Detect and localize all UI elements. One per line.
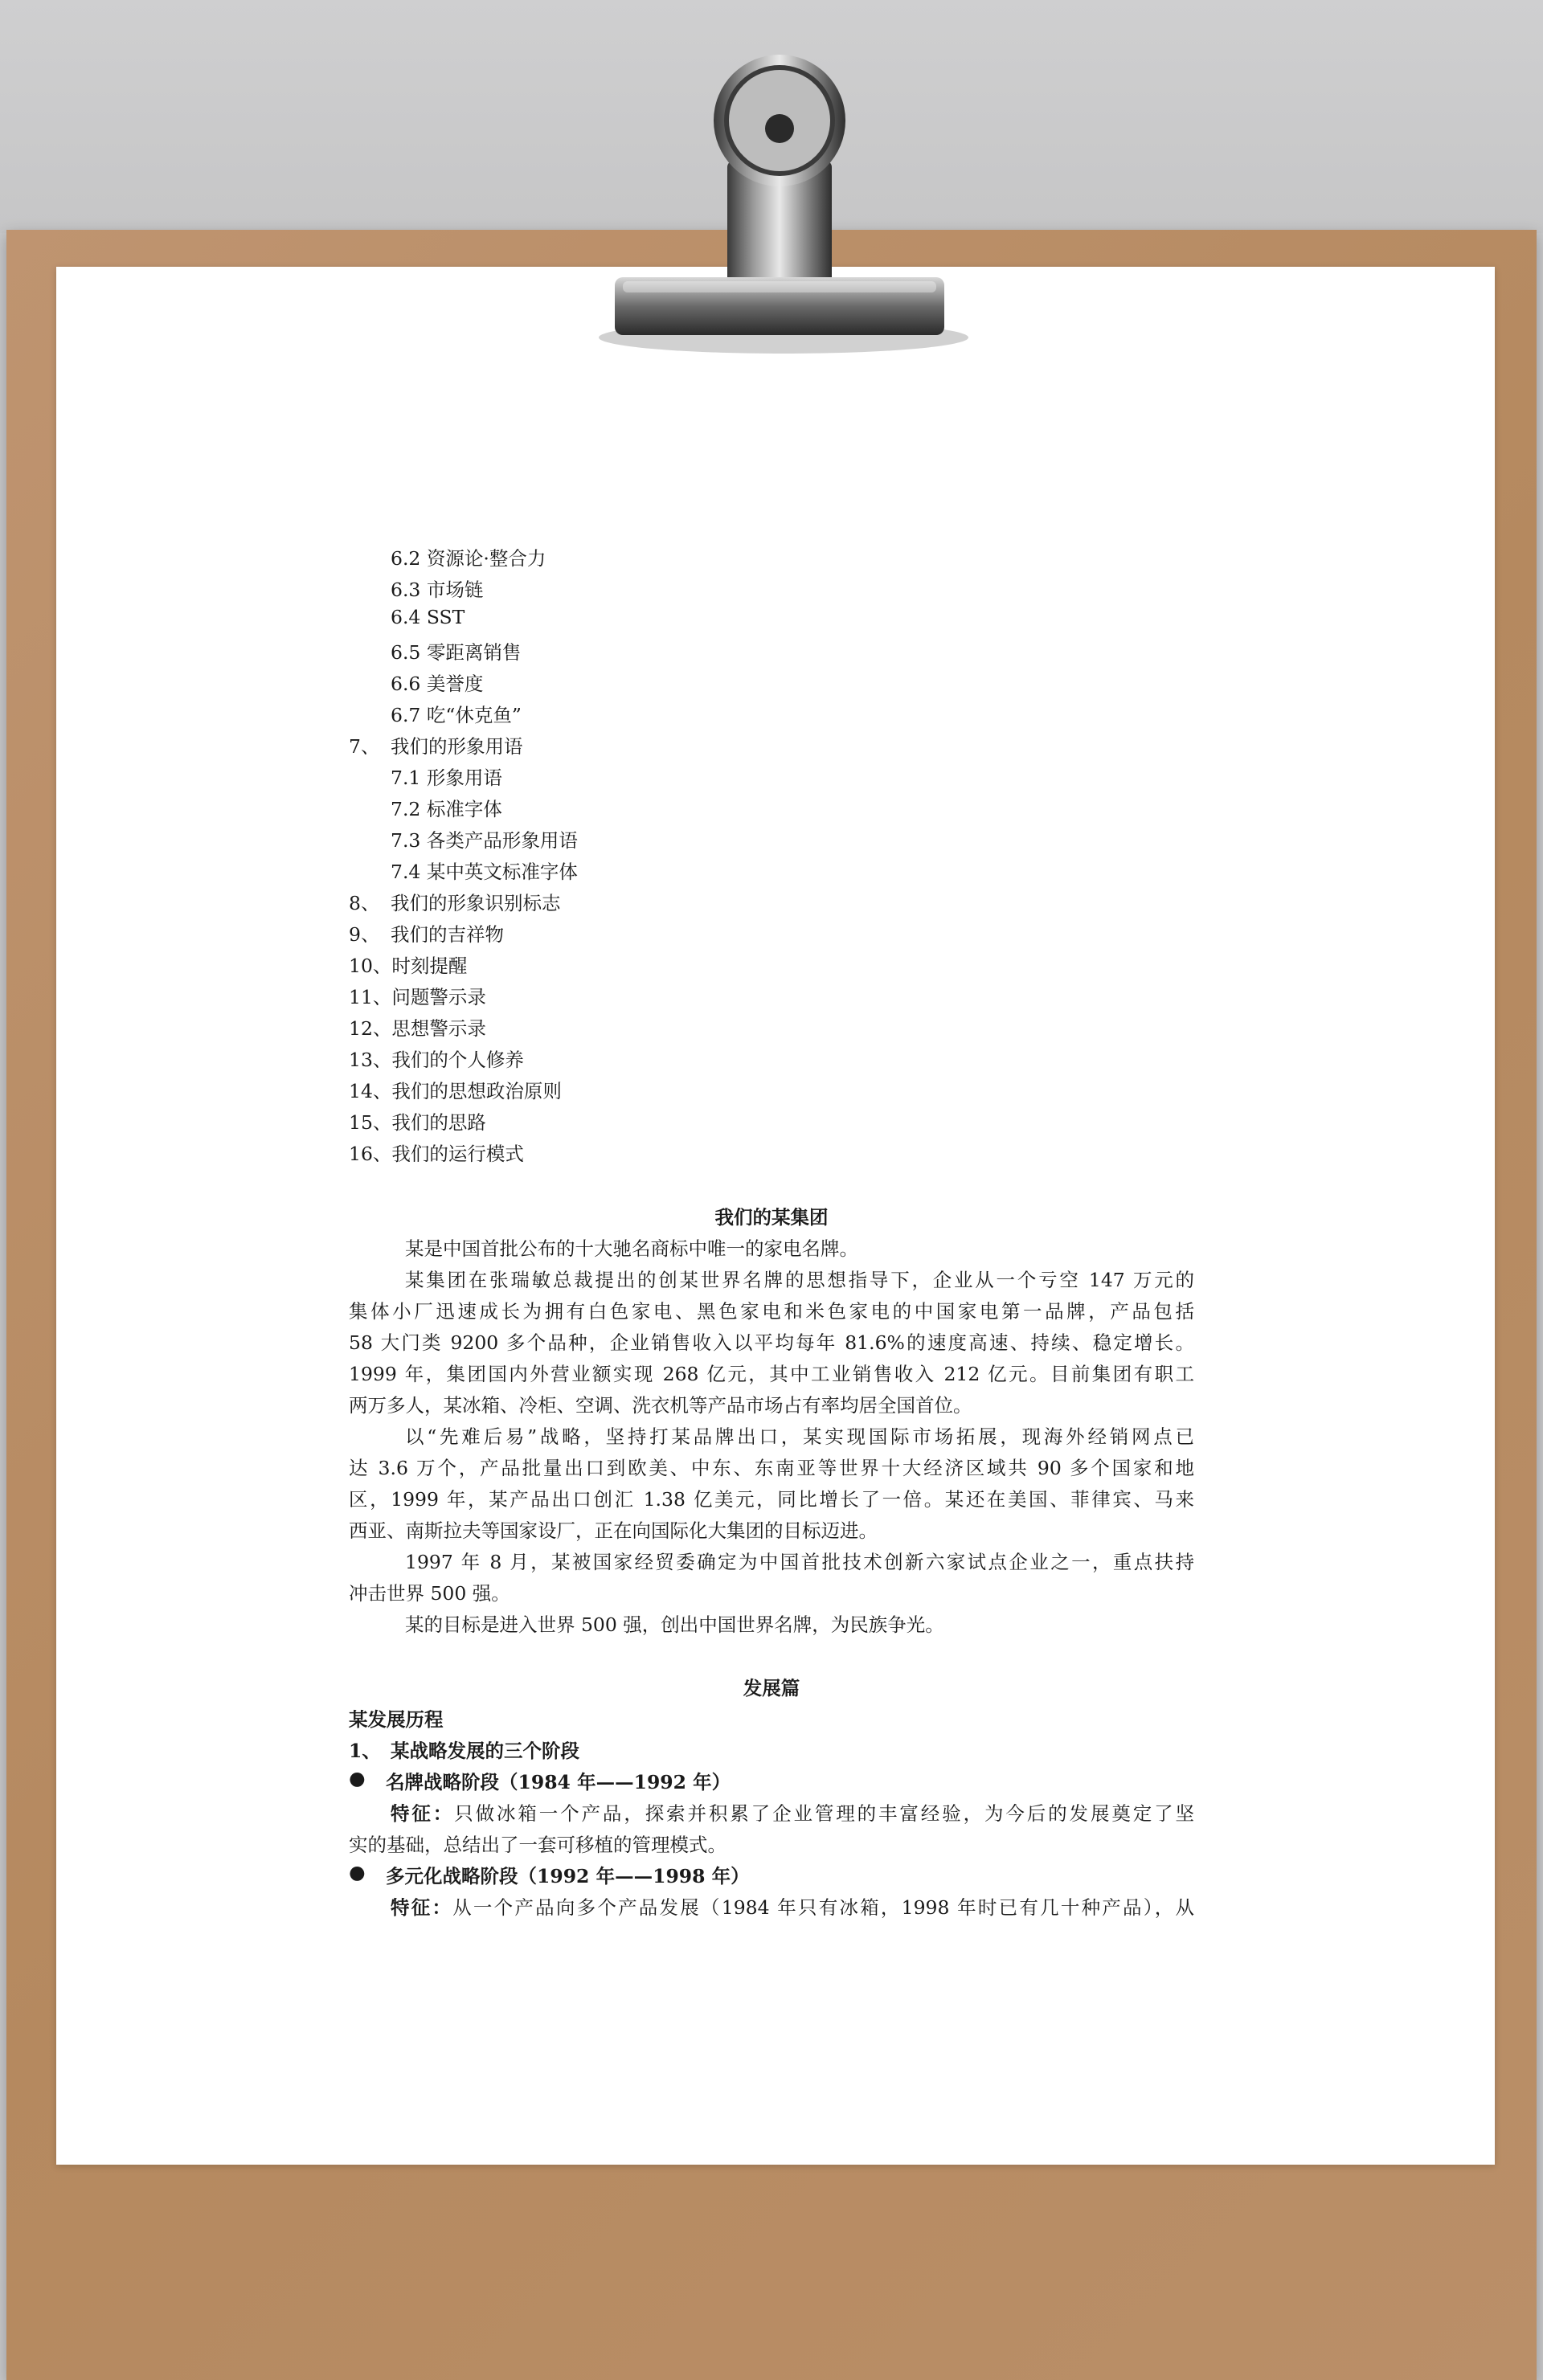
section-heading: 我们的某集团 (714, 1206, 829, 1229)
toc-item-number: 9、 (349, 923, 380, 946)
paragraph-line: 1999 年，集团国内外营业额实现 268 亿元，其中工业销售收入 212 亿元。目前集团有职工 (349, 1363, 1194, 1385)
toc-sub-item: 7.3 各类产品形象用语 (391, 829, 578, 852)
section-heading: 发展篇 (743, 1677, 800, 1699)
feature-text: 从一个产品向多个产品发展（1984 年只有冰箱，1998 年时已有几十种产品），从 (452, 1896, 1194, 1919)
toc-sub-item: 7.1 形象用语 (391, 767, 502, 789)
paragraph-line: 某的目标是进入世界 500 强，创出中国世界名牌，为民族争光。 (405, 1613, 944, 1636)
bullet-title: 多元化战略阶段（1992 年——1998 年） (386, 1865, 750, 1887)
paragraph-line (349, 1892, 1194, 1920)
toc-item: 我们的吉祥物 (391, 923, 504, 946)
toc-sub-item: 6.7 吃“休克鱼” (391, 704, 522, 726)
toc-item: 我们的形象识别标志 (391, 892, 561, 914)
subsection-heading: 某发展历程 (349, 1708, 444, 1731)
paragraph-line: 集体小厂迅速成长为拥有白色家电、黑色家电和米色家电的中国家电第一品牌，产品包括 (349, 1300, 1194, 1323)
toc-sub-item: 7.4 某中英文标准字体 (391, 861, 578, 883)
toc-sub-item: 7.2 标准字体 (391, 798, 502, 820)
toc-item: 12、思想警示录 (349, 1017, 486, 1040)
bullet-icon: ● (349, 1767, 366, 1789)
toc-item: 14、我们的思想政治原则 (349, 1080, 562, 1102)
paragraph-line: 以“先难后易”战略，坚持打某品牌出口，某实现国际市场拓展，现海外经销网点已 (405, 1425, 1194, 1448)
paragraph-line: 区，1999 年，某产品出口创汇 1.38 亿美元，同比增长了一倍。某还在美国、菲律宾、马来 (349, 1488, 1194, 1511)
feature-label: 特征： (391, 1896, 453, 1919)
feature-text: 只做冰箱一个产品，探索并积累了企业管理的丰富经验，为今后的发展奠定了坚 (454, 1802, 1195, 1825)
toc-sub-item: 6.4 SST (391, 606, 465, 628)
background-wall (0, 0, 1543, 233)
paragraph-line: 冲击世界 500 强。 (349, 1582, 510, 1605)
toc-sub-item: 6.6 美誉度 (391, 673, 484, 695)
paragraph-line: 西亚、南斯拉夫等国家设厂，正在向国际化大集团的目标迈进。 (349, 1519, 878, 1542)
stage-number: 1、 (349, 1740, 381, 1762)
toc-item: 11、问题警示录 (349, 986, 486, 1008)
paragraph-line (349, 1798, 1194, 1826)
paragraph-line: 两万多人，某冰箱、冷柜、空调、洗衣机等产品市场占有率均居全国首位。 (349, 1394, 972, 1417)
toc-item: 13、我们的个人修养 (349, 1049, 524, 1071)
toc-item: 15、我们的思路 (349, 1111, 486, 1134)
stage-title: 某战略发展的三个阶段 (391, 1740, 579, 1762)
bullet-icon: ● (349, 1861, 366, 1883)
paragraph-line: 某是中国首批公布的十大驰名商标中唯一的家电名牌。 (405, 1237, 858, 1260)
toc-item: 我们的形象用语 (391, 735, 523, 758)
paragraph-line: 58 大门类 9200 多个品种，企业销售收入以平均每年 81.6%的速度高速、持续、稳定增长。 (349, 1331, 1194, 1354)
toc-sub-item: 6.3 市场链 (391, 579, 484, 601)
paragraph-line: 实的基础，总结出了一套可移植的管理模式。 (349, 1834, 726, 1856)
toc-item: 16、我们的运行模式 (349, 1143, 524, 1165)
bullet-title: 名牌战略阶段（1984 年——1992 年） (386, 1771, 731, 1793)
toc-item-number: 8、 (349, 892, 380, 914)
toc-sub-item: 6.2 资源论·整合力 (391, 547, 546, 570)
paragraph-line: 达 3.6 万个，产品批量出口到欧美、中东、东南亚等世界十大经济区域共 90 多个国家和地 (349, 1457, 1194, 1479)
feature-label: 特征： (391, 1802, 455, 1825)
paragraph-line: 某集团在张瑞敏总裁提出的创某世界名牌的思想指导下，企业从一个亏空 147 万元的 (405, 1269, 1194, 1291)
toc-sub-item: 6.5 零距离销售 (391, 641, 522, 664)
paragraph-line: 1997 年 8 月，某被国家经贸委确定为中国首批技术创新六家试点企业之一，重点扶持 (405, 1551, 1194, 1573)
toc-item: 10、时刻提醒 (349, 955, 468, 977)
toc-item-number: 7、 (349, 735, 380, 758)
